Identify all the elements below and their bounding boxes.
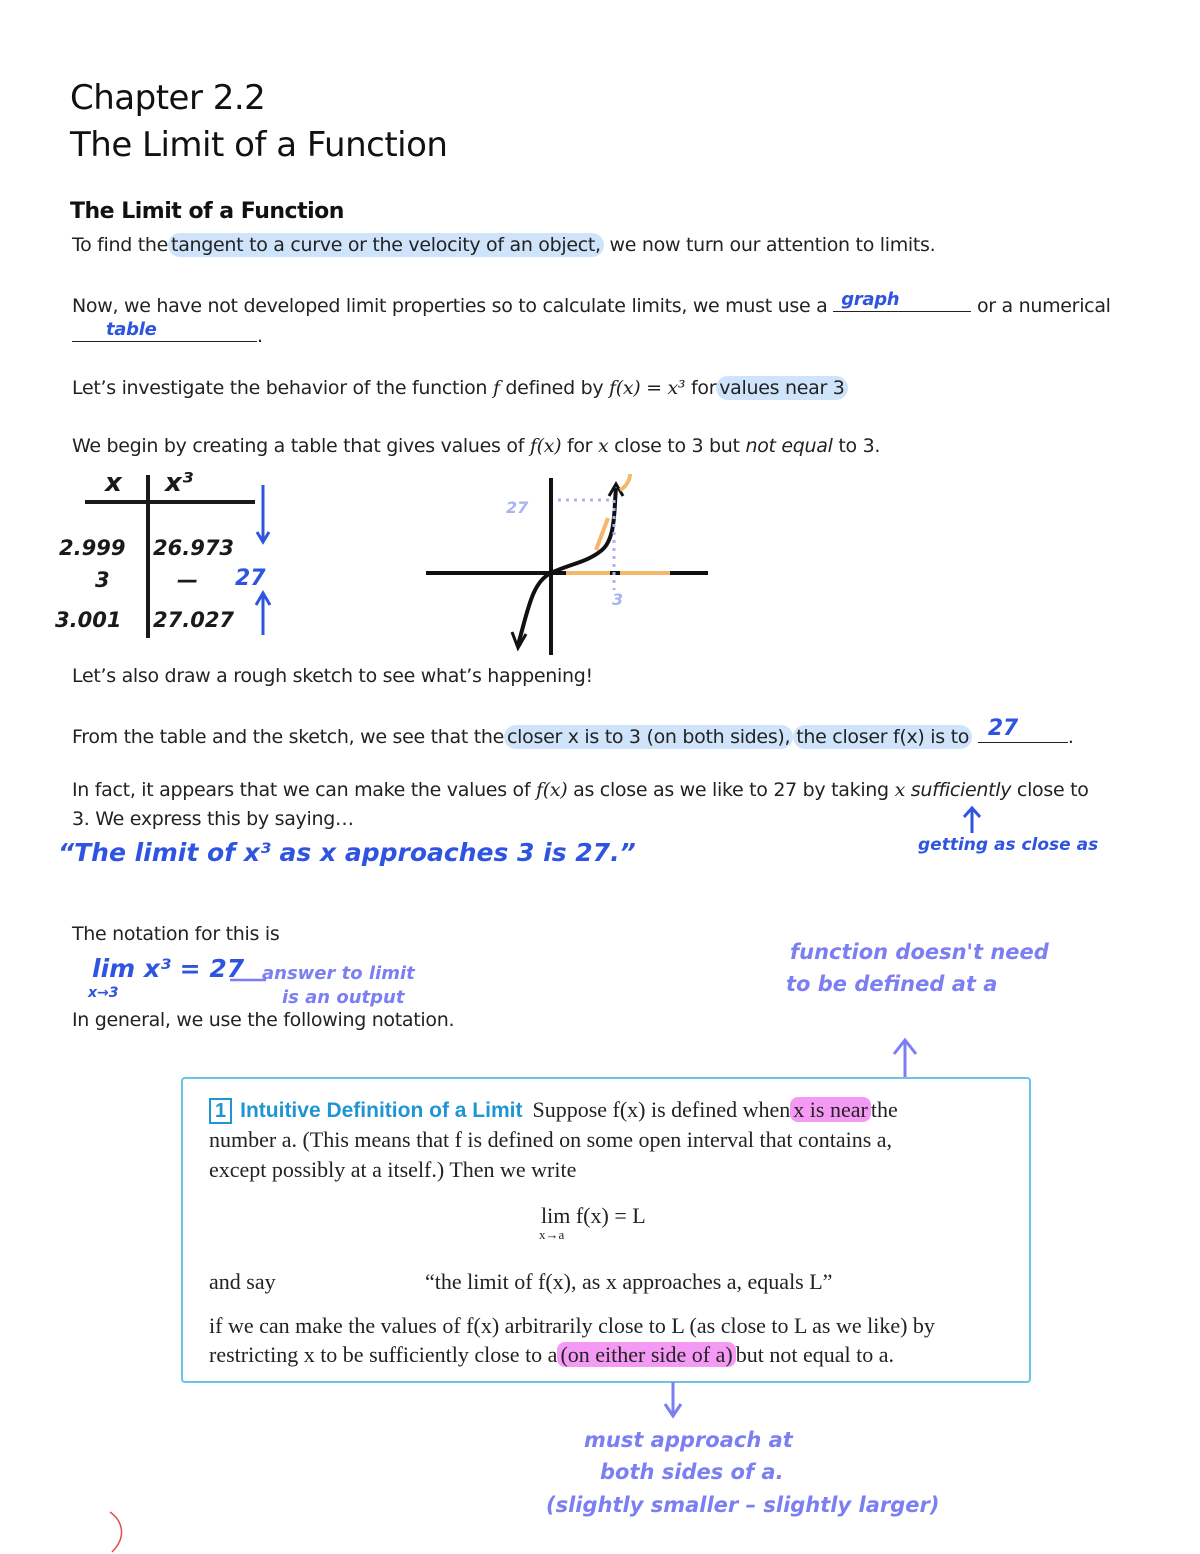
methods-middle: or a numerical [976, 295, 1111, 317]
def-formula-sub: x→a [539, 1227, 565, 1242]
hand-function-note-1: function doesn't need [790, 940, 1049, 964]
hand-answer-27: 27 [987, 716, 1018, 741]
investigate-text: Let’s investigate the behavior of the function [72, 377, 488, 399]
hand-function-note-2: to be defined at a [786, 972, 998, 996]
def-and-say: and say [209, 1269, 276, 1294]
math-f: f [492, 377, 500, 399]
paragraph-investigate [72, 377, 848, 399]
table-intro-text: We begin by creating a table that gives values of [72, 435, 525, 457]
table-intro-italic: not equal [745, 435, 833, 457]
paragraph-general: In general, we use the following notation. [72, 1009, 455, 1031]
paragraph-table-intro [72, 435, 880, 457]
investigate-defined: defined by [505, 377, 604, 399]
page-title: The Limit of a Function [70, 125, 448, 165]
hand-lim-sub: x→3 [88, 985, 119, 1001]
math-x: x [597, 435, 609, 457]
def-l1b: the [870, 1097, 898, 1122]
hand-col-x: x [105, 468, 122, 498]
hand-row1-x: 2.999 [59, 536, 126, 560]
hand-row3-x: 3.001 [55, 608, 122, 632]
blank-table [72, 321, 257, 342]
up-arrow-small [960, 805, 984, 835]
def-number: 1 [209, 1098, 232, 1124]
paragraph-notation: The notation for this is [72, 923, 280, 945]
hand-table-side-27: 27 [235, 566, 266, 591]
paragraph-methods-line2 [72, 321, 263, 347]
def-l6b: but not equal to a. [735, 1342, 894, 1367]
intro-text-before: To find the [72, 234, 169, 256]
hand-graph: graph [841, 289, 900, 310]
in-fact-a: In fact, it appears that we can make the values of [72, 779, 531, 801]
definition-box [181, 1077, 1031, 1383]
observation-end: . [1067, 726, 1074, 748]
math-fx-cube: f(x) = x³ [609, 377, 686, 399]
section-heading: The Limit of a Function [70, 199, 344, 224]
chapter-label: Chapter 2.2 [70, 78, 266, 118]
cubic-sketch [420, 470, 720, 660]
def-title: Intuitive Definition of a Limit [240, 1099, 523, 1122]
math-fx-2: f(x) [536, 779, 568, 801]
hand-table-word: table [106, 319, 157, 340]
math-fx: f(x) [529, 435, 562, 457]
up-arrow-purple [890, 1036, 920, 1080]
observation-text: From the table and the sketch, we see that the [72, 726, 505, 748]
investigate-for: for [691, 377, 717, 399]
hand-getting-close: getting as close as [918, 835, 1099, 855]
hand-bottom-3: (slightly smaller – slightly larger) [546, 1493, 940, 1517]
in-fact-italic: sufficiently [910, 779, 1012, 801]
def-line-3: except possibly at a itself.) Then we write [209, 1157, 577, 1182]
def-formula: lim f(x) = L [541, 1203, 646, 1228]
methods-end: . [257, 325, 263, 347]
paragraph-intro [72, 234, 935, 256]
sketch-graph [420, 470, 720, 660]
hand-quote: “The limit of x³ as x approaches 3 is 27.” [58, 838, 636, 867]
handwritten-table [55, 470, 285, 655]
def-line-1 [209, 1097, 898, 1124]
hand-row3-y: 27.027 [153, 608, 235, 632]
table-intro-for: for [566, 435, 593, 457]
hand-row1-y: 26.973 [153, 536, 235, 560]
def-l6a: restricting x to be sufficiently close to a [209, 1342, 558, 1367]
def-quote: “the limit of f(x), as x approaches a, equals L” [425, 1269, 833, 1294]
table-intro-end: to 3. [838, 435, 881, 457]
in-fact-c: close to [1016, 779, 1089, 801]
def-l1a: Suppose f(x) is defined when [532, 1097, 791, 1122]
intro-text-after: we now turn our attention to limits. [609, 234, 936, 256]
hand-lim-note2: is an output [282, 987, 405, 1008]
blank-27 [978, 716, 1068, 743]
paragraph-methods [72, 291, 1111, 317]
hand-bottom-1: must approach at [584, 1428, 793, 1452]
table-intro-middle: close to 3 but [614, 435, 740, 457]
sketch-label-27: 27 [506, 498, 529, 517]
hand-col-x3: x³ [165, 468, 194, 498]
highlight-either-side: (on either side of a) [557, 1342, 735, 1367]
highlight-x-is-near: x is near [790, 1097, 871, 1122]
paragraph-in-fact [72, 779, 1089, 801]
blank-graph [833, 291, 971, 312]
hand-row2-y: — [177, 568, 198, 592]
hand-lim: lim x³ = 27 [92, 954, 245, 983]
def-line-5: if we can make the values of f(x) arbitrarily close to L (as close to L as we like) by [209, 1313, 935, 1338]
hand-bottom-2: both sides of a. [600, 1460, 784, 1484]
highlight-values-near: values near 3 [716, 376, 847, 400]
def-line-6 [209, 1342, 894, 1368]
red-stray-mark [104, 1508, 128, 1554]
paragraph-sketch: Let’s also draw a rough sketch to see what’s happening! [72, 665, 593, 687]
methods-text: Now, we have not developed limit properties so to calculate limits, we must use a [72, 295, 828, 317]
in-fact-b: as close as we like to 27 by taking [573, 779, 889, 801]
paragraph-observation [72, 716, 1074, 748]
hand-row2-x: 3 [95, 568, 110, 592]
hand-lim-note1: answer to limit [262, 963, 415, 984]
def-line-2: number a. (This means that f is defined on some open interval that contains a, [209, 1127, 893, 1152]
highlight-closer-x: closer x is to 3 (on both sides), [504, 725, 793, 749]
highlight-tangent: tangent to a curve or the velocity of an object, [168, 233, 604, 257]
highlight-closer-fx: the closer f(x) is to [793, 725, 972, 749]
math-x-2: x [894, 779, 905, 801]
down-arrow-purple [660, 1380, 686, 1420]
paragraph-in-fact-line2: 3. We express this by saying… [72, 808, 354, 830]
sketch-label-3: 3 [612, 590, 624, 609]
